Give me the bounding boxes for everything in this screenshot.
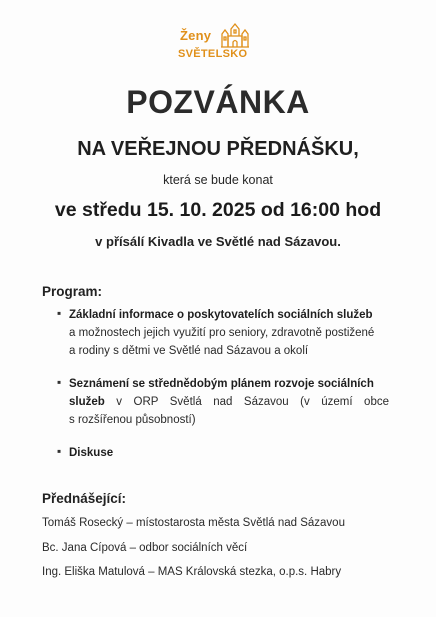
program-item-text: v ORP Světlá nad Sázavou (v území obce (116, 396, 389, 408)
bullet-icon: ▪ (57, 375, 62, 389)
logo (178, 22, 258, 66)
speakers-heading: Přednášející: (42, 491, 127, 506)
page-title: POZVÁNKA (126, 84, 310, 120)
program-item (69, 444, 389, 462)
castle-icon (220, 22, 250, 48)
page-subtitle: NA VEŘEJNOU PŘEDNÁŠKU, (77, 138, 359, 160)
program-item-title: Základní informace o poskytovatelích sociálních služeb (69, 309, 373, 321)
bullet-icon: ▪ (57, 306, 62, 320)
program-item (69, 306, 389, 360)
bullet-icon: ▪ (57, 444, 62, 458)
logo-line1: Ženy (180, 28, 212, 43)
intro-text: která se bude konat (163, 173, 273, 187)
program-item-title-part: služeb (69, 396, 105, 408)
event-venue: v přísálí Kivadla ve Světlé nad Sázavou. (95, 234, 341, 249)
program-item-text: s rozšířenou působností) (69, 414, 196, 426)
event-date: ve středu 15. 10. 2025 od 16:00 hod (54, 199, 382, 221)
program-item (69, 375, 389, 429)
program-item-text: a možnostech jejich využití pro seniory, zdravotně postižené (69, 327, 375, 339)
program-item-text: a rodiny s dětmi ve Světlé nad Sázavou a okolí (69, 345, 309, 357)
speaker-item: Ing. Eliška Matulová – MAS Královská stezka, o.p.s. Habry (42, 566, 342, 578)
program-heading: Program: (42, 284, 103, 299)
speaker-item: Tomáš Rosecký – místostarosta města Světlá nad Sázavou (42, 517, 345, 529)
speaker-item: Bc. Jana Cípová – odbor sociálních věcí (42, 542, 248, 554)
program-item-title: Diskuse (69, 447, 114, 459)
program-item-title: Seznámení se střednědobým plánem rozvoje sociálních (69, 378, 374, 390)
logo-line2: SVĚTELSKO (178, 48, 248, 60)
